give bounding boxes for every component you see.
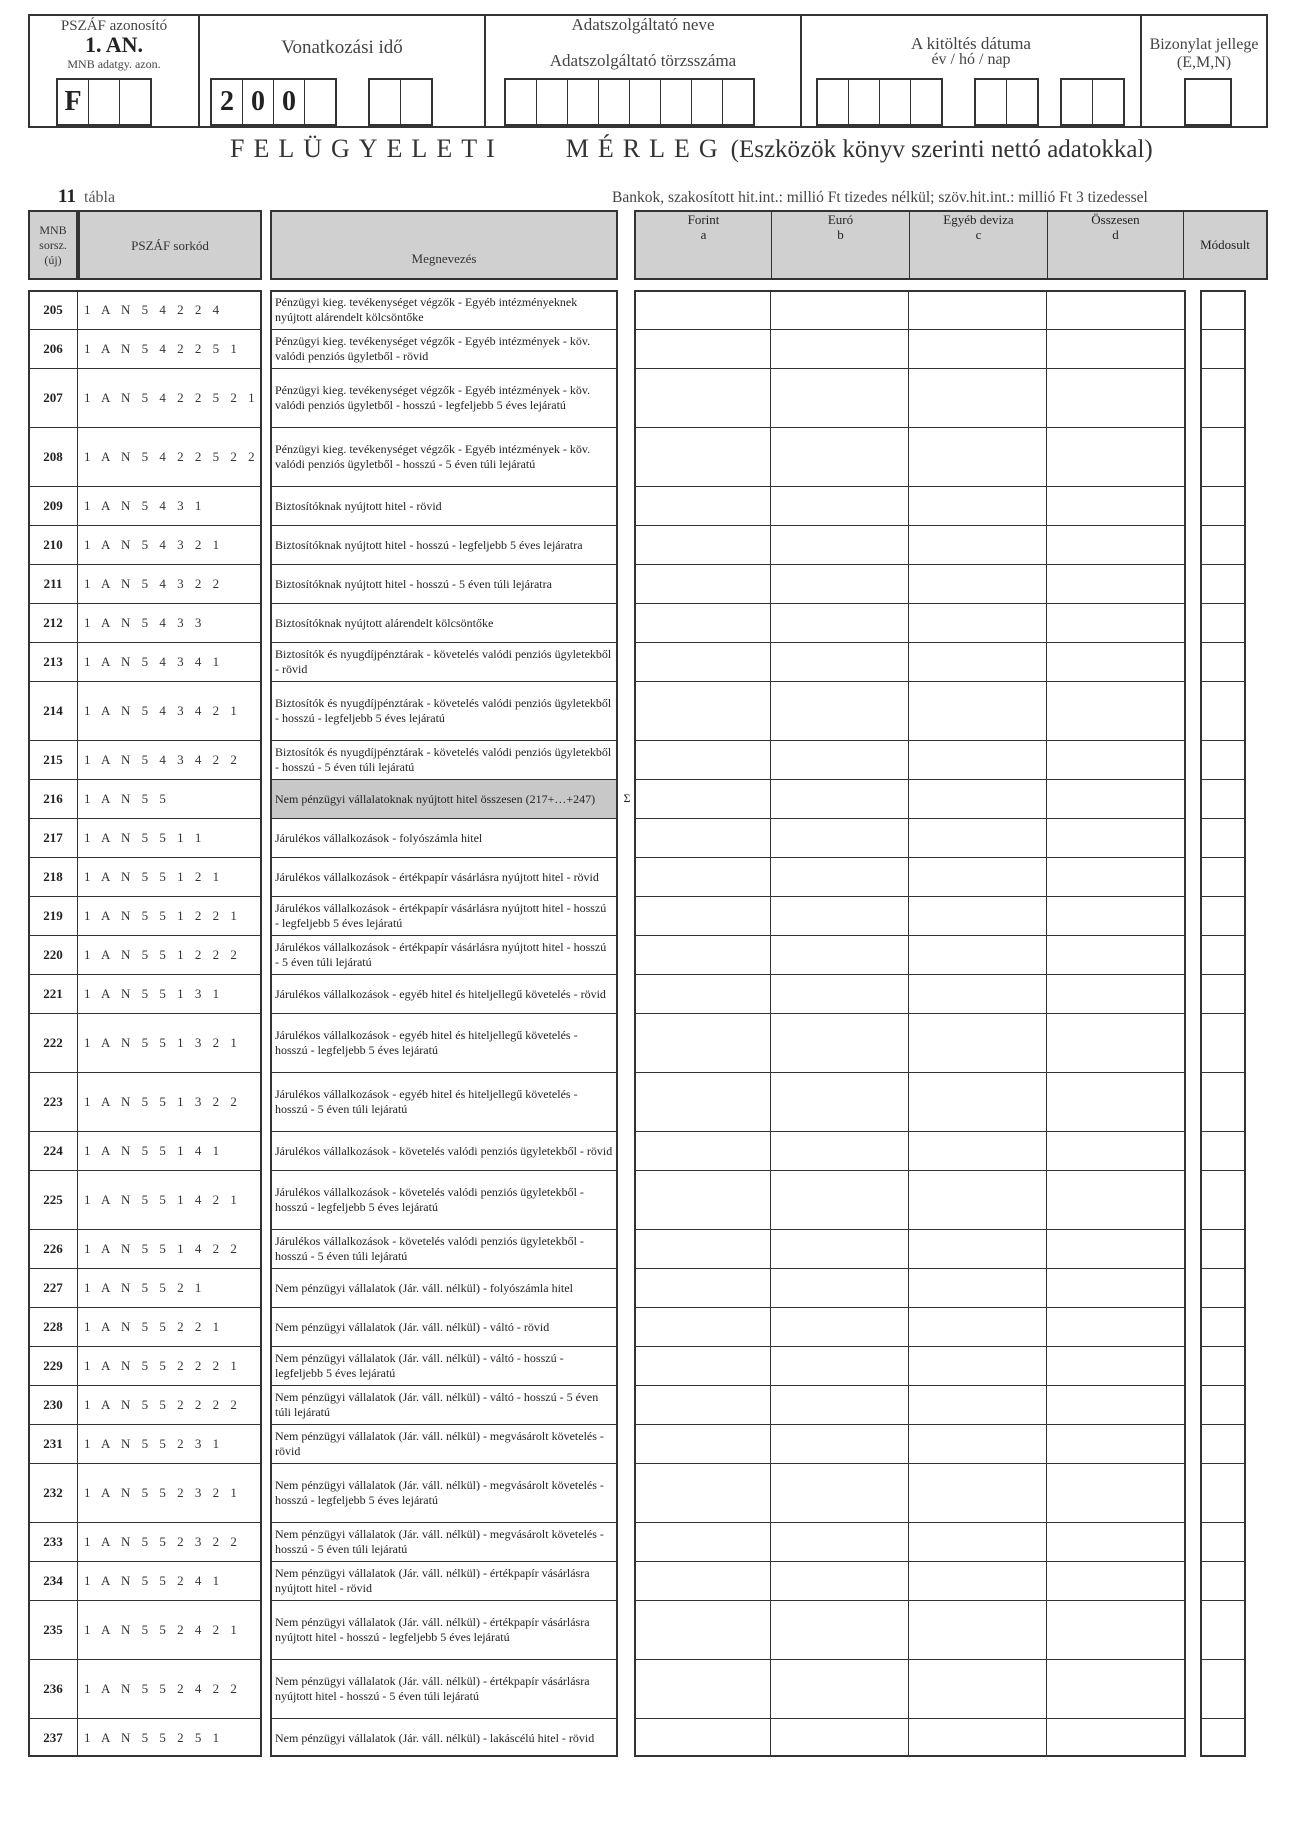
euro-input[interactable]	[771, 565, 907, 602]
other-input[interactable]	[909, 604, 1045, 641]
row-description: Nem pénzügyi vállalatok (Jár. váll. nélkül) - értékpapír vásárlásra nyújtott hitel - hosszú - 5 éven túli lejáratú	[275, 1674, 590, 1703]
row-mnb-number: 216	[43, 790, 63, 806]
row-description: Nem pénzügyi vállalatoknak nyújtott hitel összesen (217+…+247)	[272, 780, 616, 818]
row-description: Járulékos vállalkozások - követelés valódi penziós ügyletekből - hosszú - legfeljebb 5 éves lejáratú	[275, 1185, 584, 1214]
forint-input[interactable]	[635, 1523, 769, 1560]
euro-input[interactable]	[771, 975, 907, 1012]
row-pszaf-code: 1 A N 5 4 3 3	[84, 614, 206, 630]
forint-input[interactable]	[635, 1132, 769, 1169]
row-mnb-number: 215	[43, 751, 63, 767]
row-description: Járulékos vállalkozások - egyéb hitel és hiteljellegű követelés - hosszú - legfeljebb 5 éves lejáratú	[275, 1028, 578, 1057]
other-input[interactable]	[909, 291, 1045, 328]
forint-input[interactable]	[635, 1719, 769, 1756]
total-input[interactable]	[1047, 291, 1183, 328]
row-pszaf-code: 1 A N 5 4 2 2 5 2 1	[84, 389, 259, 405]
row-pszaf-code: 1 A N 5 5 1 4 2 1	[84, 1191, 241, 1207]
doc-type-label: Bizonylat jellege (E,M,N)	[1149, 36, 1259, 71]
other-input[interactable]	[909, 643, 1045, 680]
forint-label: Forint	[687, 212, 720, 227]
row-description: Nem pénzügyi vállalatok (Jár. váll. nélkül) - váltó - hosszú - legfeljebb 5 éves lejáratú	[275, 1351, 564, 1380]
forint-input[interactable]	[635, 819, 769, 856]
forint-input[interactable]	[635, 780, 769, 817]
total-input[interactable]	[1047, 1660, 1183, 1717]
row-description: Nem pénzügyi vállalatok (Jár. váll. nélkül) - megvásárolt követelés - hosszú - legfeljebb 5 éves lejáratú	[275, 1478, 604, 1507]
forint-input[interactable]	[635, 369, 769, 426]
row-mnb-number: 227	[43, 1279, 63, 1295]
row-description: Biztosítók és nyugdíjpénztárak - követelés valódi penziós ügyletekből - hosszú - 5 éven túli lejáratú	[275, 745, 612, 774]
row-pszaf-code: 1 A N 5 4 2 2 5 2 2	[84, 448, 259, 464]
other-input[interactable]	[909, 369, 1045, 426]
ref-year-digit[interactable]: 0	[274, 80, 305, 124]
row-mnb-number: 223	[43, 1093, 63, 1109]
modified-input[interactable]	[1202, 1719, 1244, 1756]
total-input[interactable]	[1047, 1269, 1183, 1306]
euro-input[interactable]	[771, 1347, 907, 1384]
row-pszaf-code: 1 A N 5 4 3 4 2 2	[84, 751, 241, 767]
modified-input[interactable]	[1202, 741, 1244, 778]
modified-input[interactable]	[1202, 1014, 1244, 1071]
row-pszaf-code: 1 A N 5 5 2 4 1	[84, 1572, 224, 1588]
col-header-name: Megnevezés	[270, 210, 618, 280]
total-input[interactable]	[1047, 1230, 1183, 1267]
other-input[interactable]	[909, 1073, 1045, 1130]
row-description: Járulékos vállalkozások - követelés valódi penziós ügyletekből - hosszú - 5 éven túli lejáratú	[275, 1234, 584, 1263]
row-mnb-number: 206	[43, 340, 63, 356]
euro-input[interactable]	[771, 1386, 907, 1423]
modified-input[interactable]	[1202, 1601, 1244, 1658]
other-input[interactable]	[909, 819, 1045, 856]
euro-input[interactable]	[771, 819, 907, 856]
total-input[interactable]	[1047, 487, 1183, 524]
other-input[interactable]	[909, 858, 1045, 895]
row-description: Járulékos vállalkozások - egyéb hitel és hiteljellegű követelés - rövid	[275, 986, 606, 1001]
euro-label: Euró	[827, 212, 854, 227]
col-header-pszaf: PSZÁF sorkód	[78, 210, 262, 280]
total-input[interactable]	[1047, 975, 1183, 1012]
other-input[interactable]	[909, 428, 1045, 485]
row-description: Pénzügyi kieg. tevékenységet végzők - Egyéb intézményeknek nyújtott alárendelt kölcsöntőke	[275, 295, 578, 324]
total-input[interactable]	[1047, 1562, 1183, 1599]
modified-input[interactable]	[1202, 1171, 1244, 1228]
modified-input[interactable]	[1202, 936, 1244, 973]
other-input[interactable]	[909, 682, 1045, 739]
euro-input[interactable]	[771, 682, 907, 739]
sigma-marker: Σ	[623, 791, 631, 805]
other-input[interactable]	[909, 1347, 1045, 1384]
forint-input[interactable]	[635, 1073, 769, 1130]
total-input[interactable]	[1047, 897, 1183, 934]
form-code: 1. AN.	[84, 32, 144, 57]
other-input[interactable]	[909, 780, 1045, 817]
row-mnb-number: 214	[43, 702, 63, 718]
euro-input[interactable]	[771, 1523, 907, 1560]
other-input[interactable]	[909, 1171, 1045, 1228]
euro-input[interactable]	[771, 1269, 907, 1306]
other-input[interactable]	[909, 1464, 1045, 1521]
row-pszaf-code: 1 A N 5 5 2 1	[84, 1279, 206, 1295]
row-description: Pénzügyi kieg. tevékenységet végzők - Egyéb intézmények - köv. valódi penziós ügyletből - rövid	[275, 334, 591, 363]
forint-input[interactable]	[635, 1562, 769, 1599]
total-input[interactable]	[1047, 565, 1183, 602]
other-input[interactable]	[909, 741, 1045, 778]
row-mnb-number: 225	[43, 1191, 63, 1207]
provider-name-label: Adatszolgáltató neve	[571, 15, 715, 34]
row-mnb-number: 210	[43, 536, 63, 552]
total-input[interactable]	[1047, 1308, 1183, 1345]
row-mnb-number: 222	[43, 1034, 63, 1050]
other-input[interactable]	[909, 1719, 1045, 1756]
modified-input[interactable]	[1202, 1425, 1244, 1462]
modified-input[interactable]	[1202, 1660, 1244, 1717]
modified-input[interactable]	[1202, 780, 1244, 817]
forint-input[interactable]	[635, 682, 769, 739]
row-pszaf-code: 1 A N 5 5 1 4 1	[84, 1142, 224, 1158]
ref-year-digit[interactable]: 2	[212, 80, 243, 124]
other-input[interactable]	[909, 526, 1045, 563]
row-mnb-number: 231	[43, 1435, 63, 1451]
forint-input[interactable]	[635, 1171, 769, 1228]
other-input[interactable]	[909, 565, 1045, 602]
row-pszaf-code: 1 A N 5 5 1 2 2 2	[84, 946, 241, 962]
row-pszaf-code: 1 A N 5 5 1 3 2 1	[84, 1034, 241, 1050]
modified-input[interactable]	[1202, 1386, 1244, 1423]
provider-id-label: Adatszolgáltató törzsszáma	[549, 51, 737, 70]
euro-input[interactable]	[771, 1308, 907, 1345]
row-description: Biztosítóknak nyújtott alárendelt kölcsöntőke	[275, 615, 494, 630]
modified-input[interactable]	[1202, 1347, 1244, 1384]
row-description: Nem pénzügyi vállalatok (Jár. váll. nélkül) - megvásárolt követelés - hosszú - 5 éven túli lejáratú	[275, 1527, 604, 1556]
total-input[interactable]	[1047, 643, 1183, 680]
other-input[interactable]	[909, 1660, 1045, 1717]
table-word: tábla	[84, 189, 116, 206]
euro-input[interactable]	[771, 369, 907, 426]
row-pszaf-code: 1 A N 5 5	[84, 790, 170, 806]
euro-input[interactable]	[771, 428, 907, 485]
euro-input[interactable]	[771, 1601, 907, 1658]
forint-input[interactable]	[635, 1601, 769, 1658]
modified-input[interactable]	[1202, 975, 1244, 1012]
row-description: Pénzügyi kieg. tevékenységet végzők - Egyéb intézmények - köv. valódi penziós ügyletből - hosszú - legfeljebb 5 éves lejáratú	[275, 383, 591, 412]
row-mnb-number: 236	[43, 1680, 63, 1696]
euro-input[interactable]	[771, 780, 907, 817]
mnb-id-box[interactable]: F	[58, 80, 89, 124]
row-pszaf-code: 1 A N 5 5 1 2 2 1	[84, 907, 241, 923]
row-mnb-number: 220	[43, 946, 63, 962]
total-input[interactable]	[1047, 936, 1183, 973]
euro-input[interactable]	[771, 858, 907, 895]
forint-input[interactable]	[635, 487, 769, 524]
ref-year-digit[interactable]: 0	[243, 80, 274, 124]
row-mnb-number: 230	[43, 1396, 63, 1412]
euro-input[interactable]	[771, 1230, 907, 1267]
euro-input[interactable]	[771, 643, 907, 680]
fill-date-sub: év / hó / nap	[931, 51, 1011, 68]
fill-date-label: A kitöltés dátuma	[911, 34, 1031, 53]
row-pszaf-code: 1 A N 5 5 2 2 2 1	[84, 1357, 241, 1373]
modified-input[interactable]	[1202, 369, 1244, 426]
row-description: Biztosítóknak nyújtott hitel - hosszú - legfeljebb 5 éves lejáratra	[275, 537, 583, 552]
total-input[interactable]	[1047, 858, 1183, 895]
euro-input[interactable]	[771, 487, 907, 524]
row-description: Biztosítóknak nyújtott hitel - rövid	[275, 498, 442, 513]
total-input[interactable]	[1047, 1464, 1183, 1521]
table-number: 11	[58, 186, 76, 207]
euro-sub: b	[837, 227, 844, 242]
total-input[interactable]	[1047, 1719, 1183, 1756]
other-input[interactable]	[909, 1308, 1045, 1345]
row-description: Járulékos vállalkozások - követelés valódi penziós ügyletekből - rövid	[275, 1143, 613, 1158]
modified-input[interactable]	[1202, 1523, 1244, 1560]
euro-input[interactable]	[771, 741, 907, 778]
other-input[interactable]	[909, 1014, 1045, 1071]
row-description: Nem pénzügyi vállalatok (Jár. váll. nélkül) - lakáscélú hitel - rövid	[275, 1730, 595, 1745]
row-pszaf-code: 1 A N 5 5 2 4 2 2	[84, 1680, 241, 1696]
euro-input[interactable]	[771, 291, 907, 328]
other-input[interactable]	[909, 975, 1045, 1012]
forint-input[interactable]	[635, 741, 769, 778]
modified-input[interactable]	[1202, 897, 1244, 934]
row-pszaf-code: 1 A N 5 5 2 3 2 2	[84, 1533, 241, 1549]
forint-input[interactable]	[635, 1230, 769, 1267]
row-pszaf-code: 1 A N 5 5 1 3 1	[84, 985, 224, 1001]
euro-input[interactable]	[771, 897, 907, 934]
euro-input[interactable]	[771, 1073, 907, 1130]
other-input[interactable]	[909, 1269, 1045, 1306]
total-input[interactable]	[1047, 1132, 1183, 1169]
row-description: Járulékos vállalkozások - folyószámla hitel	[275, 830, 483, 845]
euro-input[interactable]	[771, 1464, 907, 1521]
unit-note: Bankok, szakosított hit.int.: millió Ft tizedes nélkül; szöv.hit.int.: millió Ft 3 tizedessel	[612, 189, 1148, 206]
total-input[interactable]	[1047, 1171, 1183, 1228]
modified-input[interactable]	[1202, 487, 1244, 524]
ref-period-label: Vonatkozási idő	[281, 37, 403, 58]
row-pszaf-code: 1 A N 5 4 3 2 1	[84, 536, 224, 552]
title-main: FELÜGYELETI MÉRLEG	[230, 134, 727, 163]
row-mnb-number: 209	[43, 497, 63, 513]
row-mnb-number: 219	[43, 907, 63, 923]
row-pszaf-code: 1 A N 5 4 3 2 2	[84, 575, 224, 591]
total-input[interactable]	[1047, 780, 1183, 817]
other-input[interactable]	[909, 1523, 1045, 1560]
euro-input[interactable]	[771, 330, 907, 367]
forint-input[interactable]	[635, 565, 769, 602]
row-mnb-number: 232	[43, 1484, 63, 1500]
forint-input[interactable]	[635, 975, 769, 1012]
forint-input[interactable]	[635, 1014, 769, 1071]
forint-input[interactable]	[635, 1308, 769, 1345]
total-input[interactable]	[1047, 1523, 1183, 1560]
total-input[interactable]	[1047, 819, 1183, 856]
euro-input[interactable]	[771, 1132, 907, 1169]
col-header-modified: Módosult	[1200, 237, 1250, 252]
modified-input[interactable]	[1202, 330, 1244, 367]
euro-input[interactable]	[771, 1425, 907, 1462]
forint-input[interactable]	[635, 1386, 769, 1423]
row-description: Nem pénzügyi vállalatok (Jár. váll. nélkül) - értékpapír vásárlásra nyújtott hitel - hosszú - legfeljebb 5 éves lejáratú	[275, 1615, 590, 1644]
other-input[interactable]	[909, 897, 1045, 934]
forint-input[interactable]	[635, 1425, 769, 1462]
row-description: Nem pénzügyi vállalatok (Jár. váll. nélkül) - folyószámla hitel	[275, 1280, 573, 1295]
row-pszaf-code: 1 A N 5 4 2 2 5 1	[84, 340, 241, 356]
row-mnb-number: 218	[43, 868, 63, 884]
total-input[interactable]	[1047, 604, 1183, 641]
forint-input[interactable]	[635, 1269, 769, 1306]
euro-input[interactable]	[771, 1660, 907, 1717]
total-sub: d	[1112, 227, 1119, 242]
euro-input[interactable]	[771, 936, 907, 973]
row-description: Pénzügyi kieg. tevékenységet végzők - Egyéb intézmények - köv. valódi penziós ügyletből - hosszú - 5 éven túli lejáratú	[275, 442, 591, 471]
row-description: Nem pénzügyi vállalatok (Jár. váll. nélkül) - váltó - rövid	[275, 1319, 550, 1334]
total-input[interactable]	[1047, 526, 1183, 563]
row-mnb-number: 221	[43, 985, 63, 1001]
other-input[interactable]	[909, 1132, 1045, 1169]
euro-input[interactable]	[771, 1014, 907, 1071]
row-description: Járulékos vállalkozások - értékpapír vásárlásra nyújtott hitel - hosszú - legfeljebb 5 éves lejáratú	[275, 901, 607, 930]
row-mnb-number: 212	[43, 614, 63, 630]
row-description: Nem pénzügyi vállalatok (Jár. váll. nélkül) - értékpapír vásárlásra nyújtott hitel - rövid	[275, 1566, 590, 1595]
modified-input[interactable]	[1202, 526, 1244, 563]
total-input[interactable]	[1047, 428, 1183, 485]
total-input[interactable]	[1047, 369, 1183, 426]
modified-input[interactable]	[1202, 1269, 1244, 1306]
row-pszaf-code: 1 A N 5 4 3 1	[84, 497, 206, 513]
euro-input[interactable]	[771, 1719, 907, 1756]
row-mnb-number: 229	[43, 1357, 63, 1373]
forint-input[interactable]	[635, 291, 769, 328]
row-mnb-number: 235	[43, 1621, 63, 1637]
modified-input[interactable]	[1202, 291, 1244, 328]
other-input[interactable]	[909, 1562, 1045, 1599]
total-input[interactable]	[1047, 1601, 1183, 1658]
modified-input[interactable]	[1202, 1230, 1244, 1267]
row-pszaf-code: 1 A N 5 5 1 1	[84, 829, 206, 845]
mnb-label: MNB adatgy. azon.	[67, 57, 161, 71]
other-label: Egyéb deviza	[943, 212, 1014, 227]
row-description: Járulékos vállalkozások - értékpapír vásárlásra nyújtott hitel - hosszú - 5 éven túli lejáratú	[275, 940, 607, 969]
row-pszaf-code: 1 A N 5 5 1 3 2 2	[84, 1093, 241, 1109]
row-description: Járulékos vállalkozások - egyéb hitel és hiteljellegű követelés - hosszú - 5 éven túli lejáratú	[275, 1087, 578, 1116]
euro-input[interactable]	[771, 1171, 907, 1228]
pszaf-label: PSZÁF azonosító	[60, 18, 168, 34]
row-pszaf-code: 1 A N 5 5 2 3 1	[84, 1435, 224, 1451]
row-pszaf-code: 1 A N 5 5 2 2 1	[84, 1318, 224, 1334]
row-pszaf-code: 1 A N 5 5 2 5 1	[84, 1729, 224, 1745]
row-pszaf-code: 1 A N 5 5 2 4 2 1	[84, 1621, 241, 1637]
euro-input[interactable]	[771, 604, 907, 641]
modified-input[interactable]	[1202, 858, 1244, 895]
row-mnb-number: 228	[43, 1318, 63, 1334]
row-mnb-number: 233	[43, 1533, 63, 1549]
total-input[interactable]	[1047, 1347, 1183, 1384]
other-input[interactable]	[909, 330, 1045, 367]
forint-input[interactable]	[635, 330, 769, 367]
forint-input[interactable]	[635, 428, 769, 485]
total-label: Összesen	[1091, 212, 1140, 227]
modified-input[interactable]	[1202, 643, 1244, 680]
forint-input[interactable]	[635, 936, 769, 973]
row-mnb-number: 234	[43, 1572, 63, 1588]
forint-input[interactable]	[635, 1347, 769, 1384]
row-pszaf-code: 1 A N 5 4 2 2 4	[84, 301, 224, 317]
row-mnb-number: 211	[43, 575, 63, 591]
row-pszaf-code: 1 A N 5 4 3 4 2 1	[84, 702, 241, 718]
total-input[interactable]	[1047, 1425, 1183, 1462]
total-input[interactable]	[1047, 682, 1183, 739]
modified-input[interactable]	[1202, 682, 1244, 739]
row-description: Járulékos vállalkozások - értékpapír vásárlásra nyújtott hitel - rövid	[275, 869, 599, 884]
row-pszaf-code: 1 A N 5 5 1 4 2 2	[84, 1240, 241, 1256]
forint-input[interactable]	[635, 1464, 769, 1521]
row-pszaf-code: 1 A N 5 5 2 2 2 2	[84, 1396, 241, 1412]
row-mnb-number: 208	[43, 448, 63, 464]
other-sub: c	[975, 227, 982, 242]
modified-input[interactable]	[1202, 428, 1244, 485]
other-input[interactable]	[909, 1230, 1045, 1267]
euro-input[interactable]	[771, 1562, 907, 1599]
euro-input[interactable]	[771, 526, 907, 563]
modified-input[interactable]	[1202, 604, 1244, 641]
forint-input[interactable]	[635, 858, 769, 895]
row-mnb-number: 205	[43, 301, 63, 317]
row-mnb-number: 224	[43, 1142, 63, 1158]
row-mnb-number: 226	[43, 1240, 63, 1256]
total-input[interactable]	[1047, 741, 1183, 778]
row-description: Nem pénzügyi vállalatok (Jár. váll. nélkül) - váltó - hosszú - 5 éven túli lejáratú	[275, 1390, 599, 1419]
modified-input[interactable]	[1202, 1308, 1244, 1345]
forint-input[interactable]	[635, 897, 769, 934]
row-mnb-number: 207	[43, 389, 63, 405]
modified-input[interactable]	[1202, 1562, 1244, 1599]
forint-input[interactable]	[635, 1660, 769, 1717]
row-pszaf-code: 1 A N 5 5 1 2 1	[84, 868, 224, 884]
row-description: Nem pénzügyi vállalatok (Jár. váll. nélkül) - megvásárolt követelés - rövid	[275, 1429, 604, 1458]
row-mnb-number: 213	[43, 653, 63, 669]
row-pszaf-code: 1 A N 5 5 2 3 2 1	[84, 1484, 241, 1500]
forint-input[interactable]	[635, 604, 769, 641]
modified-input[interactable]	[1202, 1073, 1244, 1130]
row-pszaf-code: 1 A N 5 4 3 4 1	[84, 653, 224, 669]
other-input[interactable]	[909, 1386, 1045, 1423]
row-description: Biztosítók és nyugdíjpénztárak - követelés valódi penziós ügyletekből - rövid	[275, 647, 612, 676]
other-input[interactable]	[909, 487, 1045, 524]
row-description: Biztosítók és nyugdíjpénztárak - követelés valódi penziós ügyletekből - hosszú - legfeljebb 5 éves lejáratú	[275, 696, 612, 725]
other-input[interactable]	[909, 1601, 1045, 1658]
modified-input[interactable]	[1202, 1132, 1244, 1169]
row-mnb-number: 237	[43, 1729, 63, 1745]
title-sub: (Eszközök könyv szerinti nettó adatokkal)	[730, 136, 1153, 163]
total-input[interactable]	[1047, 1014, 1183, 1071]
total-input[interactable]	[1047, 330, 1183, 367]
other-input[interactable]	[909, 1425, 1045, 1462]
modified-input[interactable]	[1202, 819, 1244, 856]
row-mnb-number: 217	[43, 829, 63, 845]
modified-input[interactable]	[1202, 1464, 1244, 1521]
modified-input[interactable]	[1202, 565, 1244, 602]
forint-input[interactable]	[635, 643, 769, 680]
total-input[interactable]	[1047, 1073, 1183, 1130]
forint-sub: a	[700, 227, 707, 242]
col-header-mnb: MNB sorsz. (új)	[28, 210, 78, 280]
forint-input[interactable]	[635, 526, 769, 563]
other-input[interactable]	[909, 936, 1045, 973]
total-input[interactable]	[1047, 1386, 1183, 1423]
row-description: Biztosítóknak nyújtott hitel - hosszú - 5 éven túli lejáratra	[275, 576, 552, 591]
